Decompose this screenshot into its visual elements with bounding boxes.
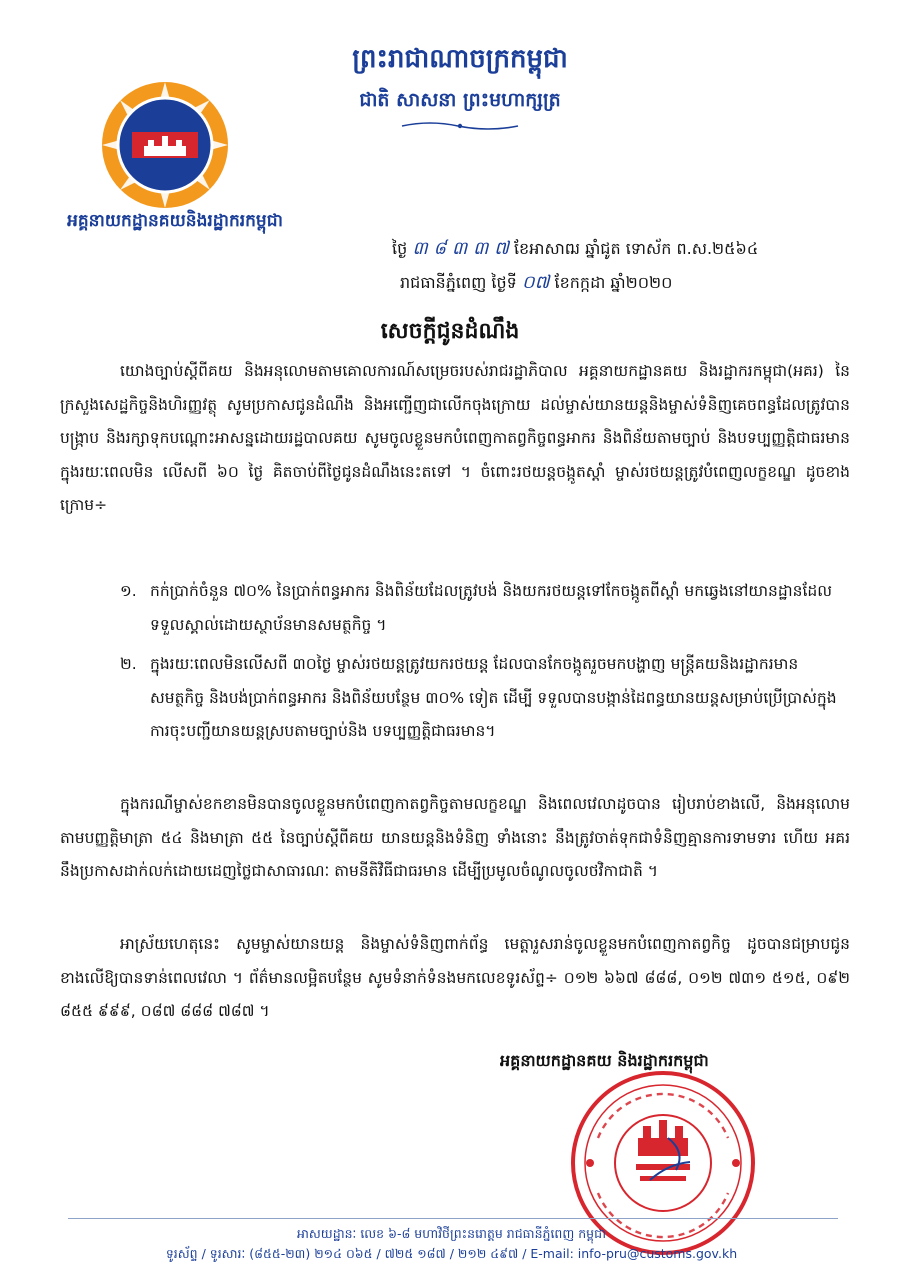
kingdom-title: ព្រះរាជាណាចក្រកម្ពុជា <box>352 44 568 74</box>
paragraph-3-text: អាស្រ័យហេតុនេះ សូមម្ចាស់យានយន្ត និងម្ចាស់ទំនិញពាក់ព័ន្ធ មេត្តារួសរាន់ចូលខ្លួនមកបំពេញកាតព្វកិច្ច ដូចបានជម្រាបជូនខាងលើឱ្យបានទាន់ពេលវេលា ។ ព័ត៌មានលម្អិតបន្ថែម សូមទំនាក់ទំនងមកលេខទូរស័ព្ទ÷ ០១២ ៦៦៧ ៨៨៨, ០១២ ៧៣១ ៥១៥, ០៩២ ៨៥៥ ៩៩៩, ០៨៧ ៨៨៨ ៧៨៧ ។ <box>60 935 850 1020</box>
solar-date-prefix: រាជធានីភ្នំពេញ ថ្ងៃទី <box>400 273 517 292</box>
list-item-1-text: កក់ប្រាក់ចំនួន ៧០% នៃប្រាក់ពន្ធអាករ និងពិន័យដែលត្រូវបង់ និងយករថយន្តទៅកែចង្កូតពីស្តាំ មកឆ្វេងនៅយានដ្ឋានដែលទទួលស្គាល់ដោយស្ថាប័នមានសមត្ថកិច្ច ។ <box>150 582 832 634</box>
paragraph-2-text: ក្នុងករណីម្ចាស់ខកខានមិនបានចូលខ្លួនមកបំពេញកាតព្វកិច្ចតាមលក្ខខណ្ឌ និងពេលវេលាដូចបាន រៀបរាប់ខាងលើ, និងអនុលោមតាមបញ្ញត្តិមាត្រា ៥៤ និងមាត្រា ៥៥ នៃច្បាប់ស្តីពីគយ យានយន្តនិងទំនិញ ទាំងនោះ នឹងត្រូវចាត់ទុកជាទំនិញគ្មានការទាមទារ ហើយ អគរ នឹងប្រកាសដាក់លក់ដោយដេញថ្លៃជាសាធារណៈ តាមនីតិវិធីជាធរមាន ដើម្បីប្រមូលចំណូលចូលថវិកាជាតិ ។ <box>60 795 850 880</box>
footer-divider <box>68 1218 838 1219</box>
list-item-2-text: ក្នុងរយៈពេលមិនលើសពី ៣០ថ្ងៃ ម្ចាស់រថយន្តត្រូវយករថយន្ត ដែលបានកែចង្កូតរួចមកបង្ហាញ មន្ត្រីគយនិងរដ្ឋាករមានសមត្ថកិច្ច និងបង់ប្រាក់ពន្ធអាករ និងពិន័យបន្ថែម ៣០% ទៀត ដើម្បី ទទួលបានបង្កាន់ដៃពន្ធយានយន្តសម្រាប់ប្រើប្រាស់ក្នុងការចុះបញ្ជីយានយន្តស្របតាមច្បាប់និង បទប្បញ្ញត្តិជាធរមាន។ <box>150 655 837 740</box>
list-item-2-number: ២. <box>120 655 137 673</box>
list-item-1 <box>120 575 850 642</box>
paragraph-1 <box>60 355 850 523</box>
footer-contact: ទូរស័ព្ទ / ទូរសារៈ (៨៥៥-២៣) ២១៤ ០៦៥ / ៧២៥ ១៨៧ / ២១២ ៤៩៧ / E-mail: info-pru@customs.gov.kh <box>165 1246 738 1261</box>
list-item-2 <box>120 648 850 749</box>
footer-address: អាសយដ្ឋានៈ លេខ ៦-៨ មហាវិថីព្រះនរោត្តម រាជធានីភ្នំពេញ កម្ពុជា <box>296 1226 606 1241</box>
customs-logo <box>100 80 230 210</box>
paragraph-3 <box>60 928 850 1029</box>
solar-date <box>400 270 673 297</box>
department-name: អគ្គនាយកដ្ឋានគយនិងរដ្ឋាករកម្ពុជា <box>67 211 283 231</box>
signature-title: អគ្គនាយកដ្ឋានគយ និងរដ្ឋាករកម្ពុជា <box>500 1051 709 1070</box>
national-motto: ជាតិ សាសនា ព្រះមហាក្សត្រ <box>359 89 561 111</box>
solar-date-suffix: ខែកក្កដា ឆ្នាំ២០២០ <box>554 273 673 292</box>
notice-title: សេចក្តីជូនដំណឹង <box>380 319 520 344</box>
paragraph-1-text: យោងច្បាប់ស្តីពីគយ និងអនុលោមតាមគោលការណ៍សម្រេចរបស់រាជរដ្ឋាភិបាល អគ្គនាយកដ្ឋានគយ និងរដ្ឋាករកម្ពុជា(អគរ) នៃក្រសួងសេដ្ឋកិច្ចនិងហិរញ្ញវត្ថុ សូមប្រកាសជូនដំណឹង និងអញ្ជើញជាលើកចុងក្រោយ ដល់ម្ចាស់យានយន្តនិងម្ចាស់ទំនិញគេចពន្ធដែលត្រូវបានបង្ក្រាប និងរក្សាទុកបណ្តោះអាសន្នដោយរដ្ឋបាលគយ សូមចូលខ្លួនមកបំពេញកាតព្វកិច្ចពន្ធអាករ និងពិន័យតាមច្បាប់ និងបទប្បញ្ញត្តិជាធរមាន ក្នុងរយៈពេលមិន លើសពី ៦០ ថ្ងៃ គិតចាប់ពីថ្ងៃជូនដំណឹងនេះតទៅ ។ ចំពោះរថយន្តចង្កូតស្តាំ ម្ចាស់រថយន្តត្រូវបំពេញលក្ខខណ្ឌ ដូចខាងក្រោម÷ <box>60 362 850 514</box>
lunar-date <box>392 236 758 263</box>
motto-ornament <box>400 120 520 132</box>
solar-date-day: ០៧ <box>521 272 550 293</box>
paragraph-2 <box>60 788 850 889</box>
list-item-1-number: ១. <box>120 582 137 600</box>
lunar-date-handwritten: ៣ ៨ ៣ ៣ ៧ <box>412 238 509 259</box>
lunar-date-prefix: ថ្ងៃ <box>392 239 408 258</box>
lunar-date-suffix: ខែអាសាឍ ឆ្នាំជូត ទោស័ក ព.ស.២៥៦៤ <box>513 239 759 258</box>
